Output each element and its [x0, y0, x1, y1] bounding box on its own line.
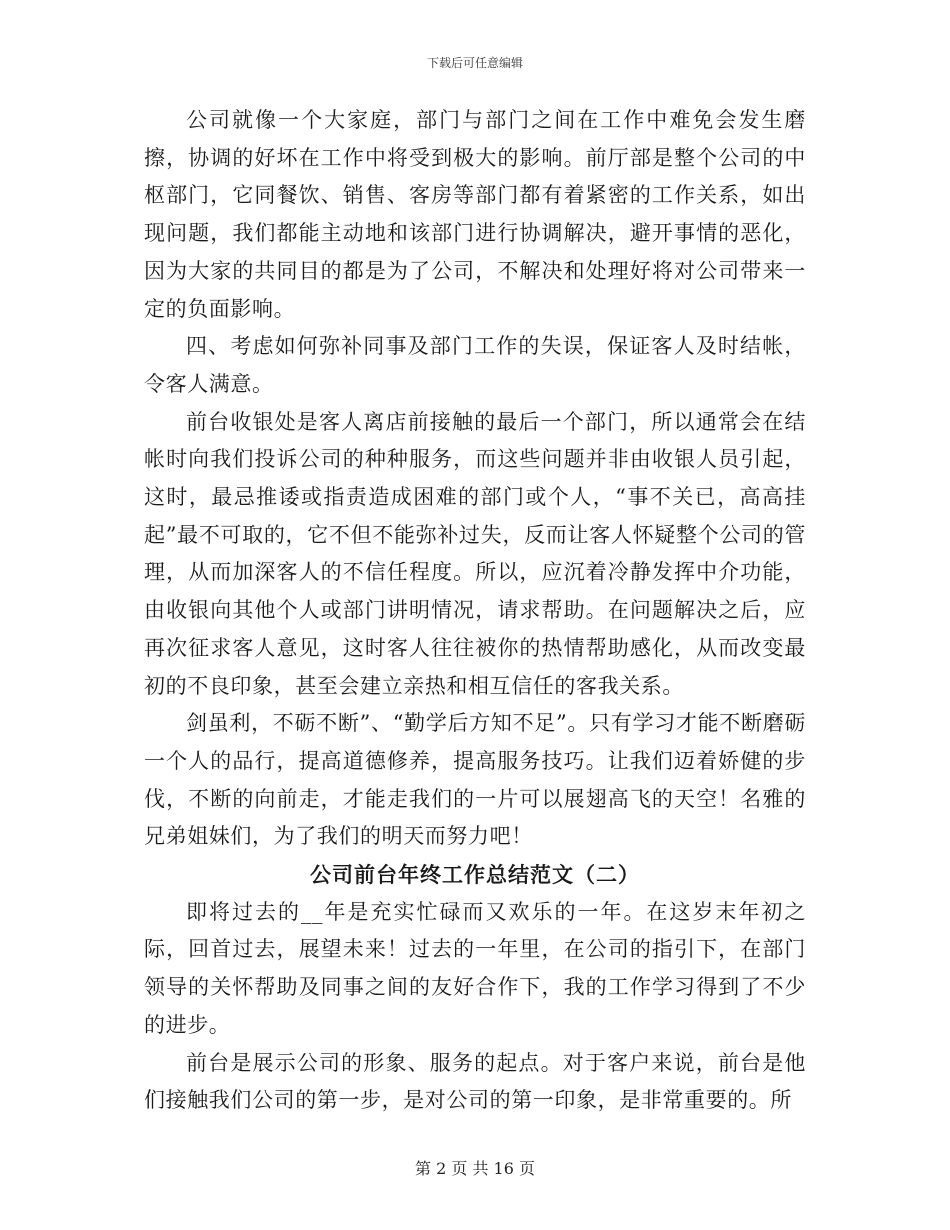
paragraph: 剑虽利，不砺不断”、“勤学后方知不足”。只有学习才能不断磨砺一个人的品行，提高道德修养，提高服务技巧。让我们迈着娇健的步伐，不断的向前走，才能走我们的一片可以展翅高飞的天空！名雅的兄弟姐妹们，为了我们的明天而努力吧！	[144, 711, 806, 849]
paragraph: 前台收银处是客人离店前接触的最后一个部门，所以通常会在结帐时向我们投诉公司的种种服务，而这些问题并非由收银人员引起，这时，最忌推诿或指责造成困难的部门或个人，“事不关已，高高挂起”最不可取的，它不但不能弥补过失，反而让客人怀疑整个公司的管理，从而加深客人的不信任程度。所以，应沉着冷静发挥中介功能，由收银向其他个人或部门讲明情况，请求帮助。在问题解决之后，应再次征求客人意见，这时客人往往被你的热情帮助感化，从而改变最初的不良印象，甚至会建立亲热和相互信任的客我关系。	[144, 409, 806, 698]
paragraph: 四、考虑如何弥补同事及部门工作的失误，保证客人及时结帐，令客人满意。	[144, 334, 806, 396]
page-header-note: 下载后可任意编辑	[426, 56, 523, 70]
document-body	[144, 102, 806, 1120]
paragraph: 前台是展示公司的形象、服务的起点。对于客户来说，前台是他们接触我们公司的第一步，是对公司的第一印象，是非常重要的。所	[144, 1050, 806, 1113]
page-number: 第 2 页 共 16 页	[415, 1159, 535, 1178]
section-title: 公司前台年终工作总结范文（二）	[310, 862, 640, 888]
paragraph: 即将过去的__年是充实忙碌而又欢乐的一年。在这岁末年初之际，回首过去，展望未来！过去的一年里，在公司的指引下，在部门领导的关怀帮助及同事之间的友好合作下，我的工作学习得到了不少的进步。	[144, 899, 806, 1037]
paragraph: 公司就像一个大家庭，部门与部门之间在工作中难免会发生磨擦，协调的好坏在工作中将受到极大的影响。前厅部是整个公司的中枢部门，它同餐饮、销售、客房等部门都有着紧密的工作关系，如出现问题，我们都能主动地和该部门进行协调解决，避开事情的恶化，因为大家的共同目的都是为了公司，不解决和处理好将对公司带来一定的负面影响。	[144, 108, 806, 321]
